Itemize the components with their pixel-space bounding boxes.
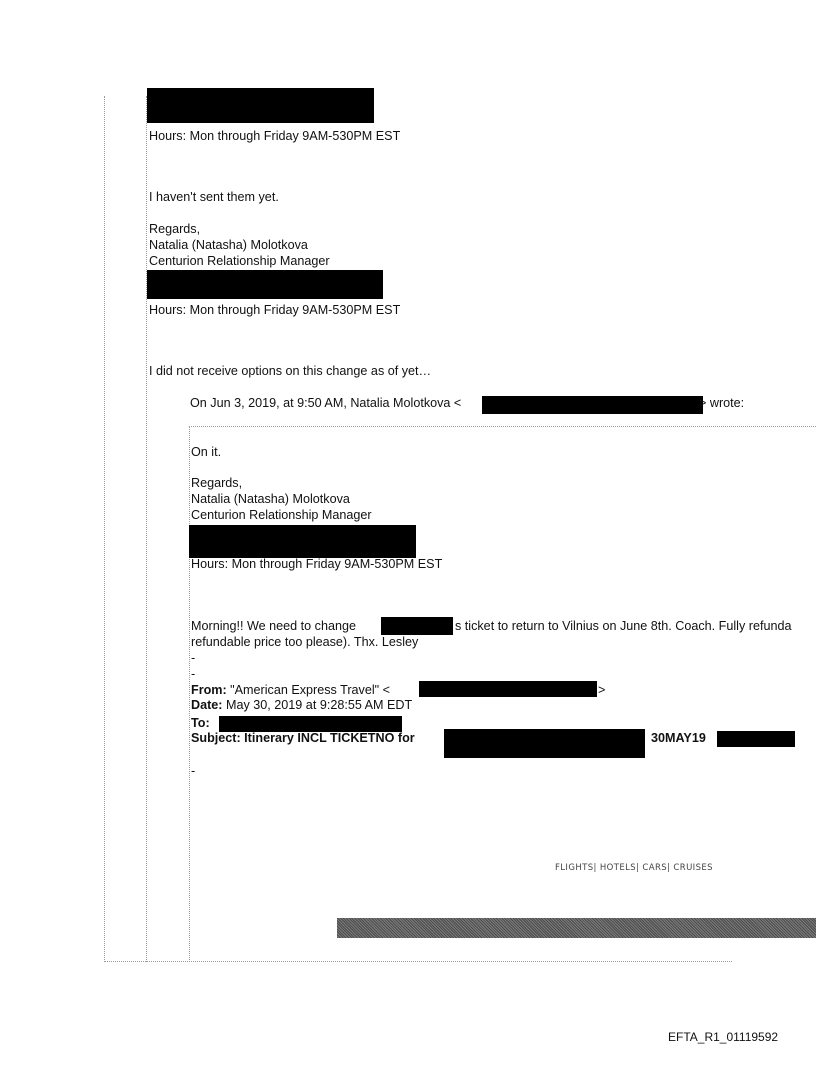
quote-border-bottom — [104, 961, 732, 962]
from-label: From: — [191, 683, 227, 697]
regards-text-1: Regards, — [149, 222, 201, 236]
date-line — [191, 698, 412, 712]
signature-title-2: Centurion Relationship Manager — [191, 508, 372, 522]
quote-border-outer — [104, 96, 105, 962]
redaction-contact-1 — [147, 270, 383, 299]
regards-text-2: Regards, — [191, 476, 243, 490]
subject-line: Subject: Itinerary INCL TICKETNO for — [191, 731, 415, 745]
signature-name-1: Natalia (Natasha) Molotkova — [149, 238, 308, 252]
banner-nav-text: FLIGHTS| HOTELS| CARS| CRUISES — [555, 863, 713, 873]
quote-border-inner — [146, 96, 147, 962]
request-text-part-a: Morning!! We need to change — [191, 619, 356, 633]
quote-border-nested-top — [189, 426, 816, 427]
request-text-line-2: refundable price too please). Thx. Lesley — [191, 635, 419, 649]
signature-name-2: Natalia (Natasha) Molotkova — [191, 492, 350, 506]
banner-graphic — [337, 918, 816, 938]
dash-line-3: - — [191, 764, 196, 778]
dash-line-2: - — [191, 667, 196, 681]
hours-text-2: Hours: Mon through Friday 9AM-530PM EST — [149, 303, 401, 317]
hours-text-3: Hours: Mon through Friday 9AM-530PM EST — [191, 557, 443, 571]
redaction-signature-block-1 — [147, 88, 374, 123]
quote-header-prefix: On Jun 3, 2019, at 9:50 AM, Natalia Molotkova < — [190, 396, 462, 410]
to-label: To: — [191, 716, 210, 730]
document-id: EFTA_R1_01119592 — [668, 1030, 779, 1044]
redaction-email-1 — [482, 396, 703, 414]
signature-title-1: Centurion Relationship Manager — [149, 254, 330, 268]
date-label: Date: — [191, 698, 223, 712]
redaction-recipient — [219, 716, 402, 732]
request-text-part-b: s ticket to return to Vilnius on June 8th. Coach. Fully refunda — [455, 619, 792, 633]
date-value: May 30, 2019 at 9:28:55 AM EDT — [222, 698, 413, 712]
redaction-contact-2 — [189, 525, 416, 558]
quote-border-nested — [189, 426, 190, 962]
from-value: "American Express Travel" < — [226, 683, 390, 697]
redaction-subject-1 — [444, 729, 645, 758]
subject-date: 30MAY19 — [651, 731, 706, 745]
message-text-1: I haven't sent them yet. — [149, 190, 279, 204]
dash-line-1: - — [191, 651, 196, 665]
redaction-name-1 — [381, 617, 453, 635]
redaction-subject-2 — [717, 731, 795, 747]
message-text-2: I did not receive options on this change as of yet… — [149, 364, 432, 378]
from-close: > — [598, 683, 606, 697]
redaction-email-2 — [419, 681, 597, 697]
hours-text-1: Hours: Mon through Friday 9AM-530PM EST — [149, 129, 401, 143]
from-line — [191, 683, 390, 697]
quote-header-suffix: > wrote: — [699, 396, 745, 410]
quoted-message-text: On it. — [191, 445, 222, 459]
